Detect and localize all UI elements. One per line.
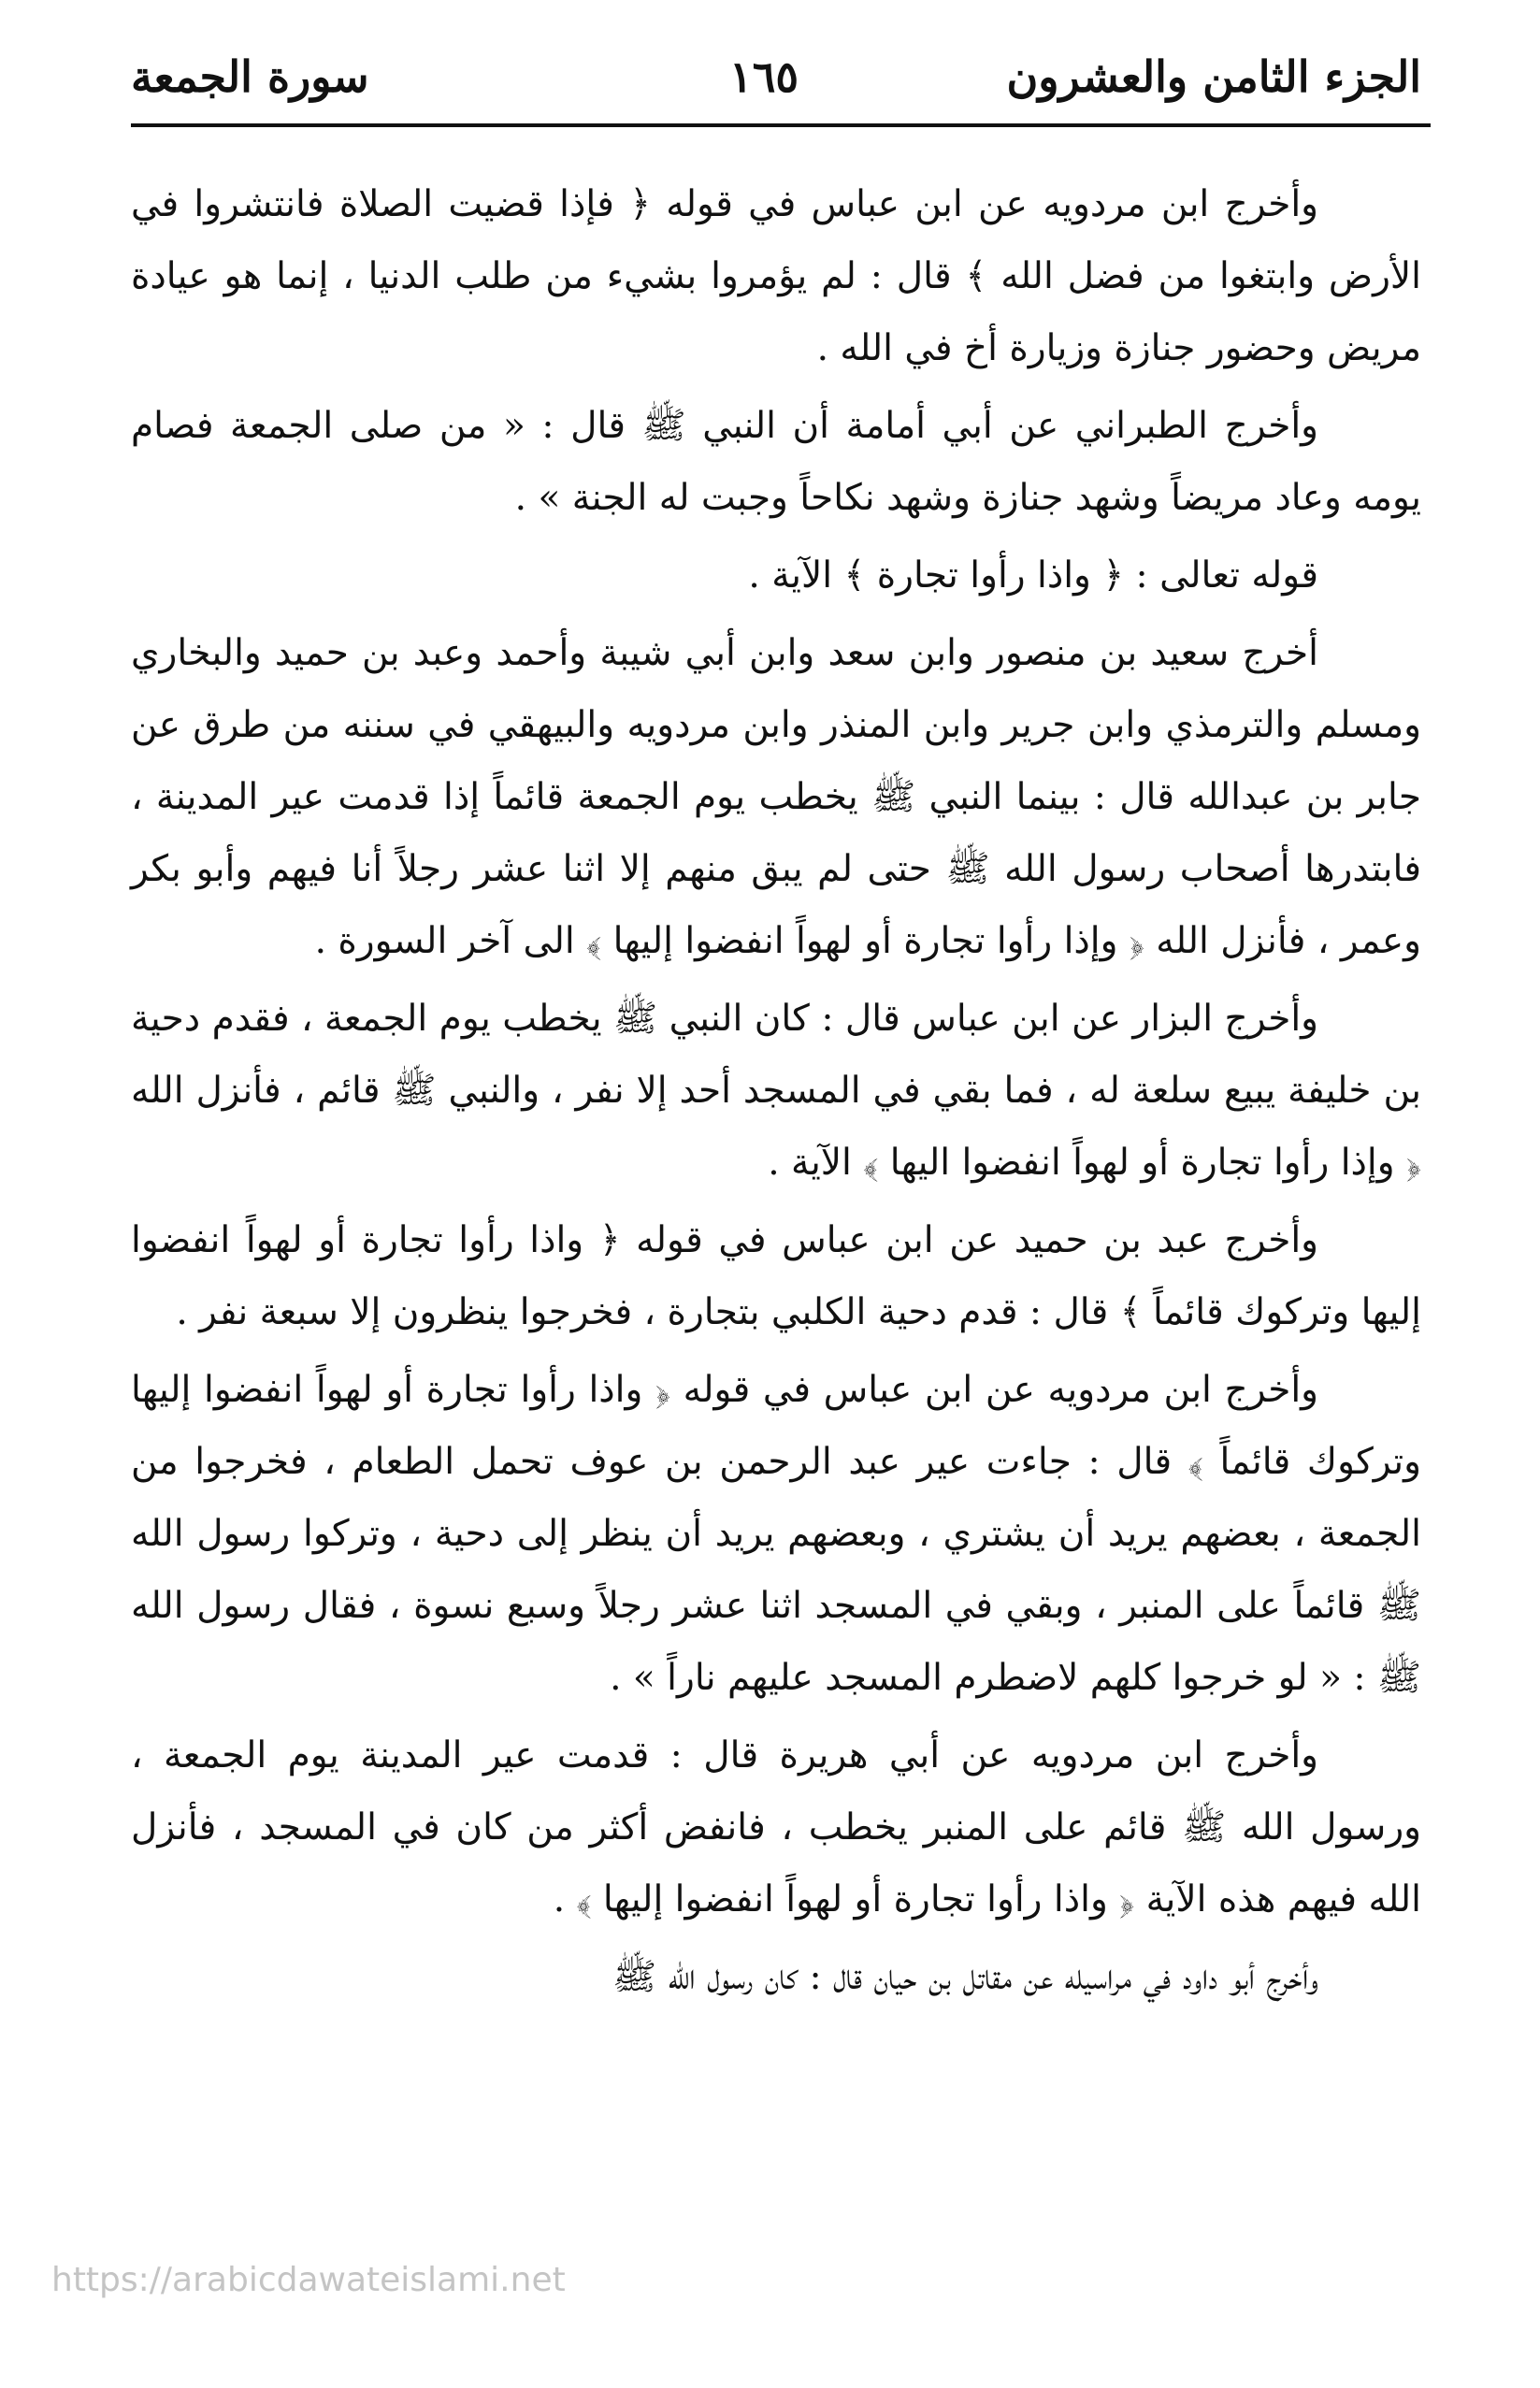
paragraph: وأخرج عبد بن حميد عن ابن عباس في قوله ﴿ واذا رأوا تجارة أو لهواً انفضوا إليها وتركوك قائماً ﴾ قال : قدم دحية الكلبي بتجارة ، فخرجوا ينظرون إلا سبعة نفر . — [131, 1219, 1421, 1333]
paragraph: قوله تعالى : ﴿ واذا رأوا تجارة ﴾ الآية . — [748, 554, 1318, 597]
part-title: الجزء الثامن والعشرون — [1006, 51, 1421, 102]
paragraph: وأخرج البزار عن ابن عباس قال : كان النبي ﷺ يخطب يوم الجمعة ، فقدم دحية بن خليفة يبيع سلعة له ، فما بقي في المسجد أحد إلا نفر ، والنبي ﷺ قائم ، فأنزل الله ﴿ وإذا رأوا تجارة أو لهواً انفضوا اليها ﴾ الآية . — [131, 998, 1421, 1184]
page-body — [131, 168, 1421, 2019]
paragraph: وأخرج ابن مردويه عن أبي هريرة قال : قدمت عير المدينة يوم الجمعة ، ورسول الله ﷺ قائم على المنبر يخطب ، فانفض أكثر من كان في المسجد ، فأنزل الله فيهم هذه الآية ﴿ واذا رأوا تجارة أو لهواً انفضوا إليها ﴾ . — [131, 1734, 1421, 1920]
paragraph: وأخرج الطبراني عن أبي أمامة أن النبي ﷺ قال : « من صلى الجمعة فصام يومه وعاد مريضاً وشهد جنازة وشهد نكاحاً وجبت له الجنة » . — [131, 405, 1421, 519]
header-divider — [131, 123, 1431, 127]
page-number: ١٦٥ — [729, 51, 799, 102]
surah-title: سورة الجمعة — [131, 51, 369, 102]
paragraph: وأخرج ابن مردويه عن ابن عباس في قوله ﴿ فإذا قضيت الصلاة فانتشروا في الأرض وابتغوا من فضل الله ﴾ قال : لم يؤمروا بشيء من طلب الدنيا ، إنما هو عيادة مريض وحضور جنازة وزيارة أخ في الله . — [131, 183, 1421, 369]
watermark-url: https://arabicdawateislami.net — [51, 2261, 566, 2299]
paragraph: وأخرج أبو داود في مراسيله عن مقاتل بن حيان قال : كان رسول الله ﷺ — [612, 1956, 1318, 1998]
running-header — [131, 39, 1421, 114]
paragraph: أخرج سعيد بن منصور وابن سعد وابن أبي شيبة وأحمد وعبد بن حميد والبخاري ومسلم والترمذي وابن جرير وابن المنذر وابن مردويه والبيهقي في سننه من طرق عن جابر بن عبدالله قال : بينما النبي ﷺ يخطب يوم الجمعة قائماً إذا قدمت عير المدينة ، فابتدرها أصحاب رسول الله ﷺ حتى لم يبق منهم إلا اثنا عشر رجلاً أنا فيهم وأبو بكر وعمر ، فأنزل الله ﴿ وإذا رأوا تجارة أو لهواً انفضوا إليها ﴾ الى آخر السورة . — [131, 632, 1421, 962]
paragraph: وأخرج ابن مردويه عن ابن عباس في قوله ﴿ واذا رأوا تجارة أو لهواً انفضوا إليها وتركوك قائماً ﴾ قال : جاءت عير عبد الرحمن بن عوف تحمل الطعام ، فخرجوا من الجمعة ، بعضهم يريد أن يشتري ، وبعضهم يريد أن ينظر إلى دحية ، وتركوا رسول الله ﷺ قائماً على المنبر ، وبقي في المسجد اثنا عشر رجلاً وسبع نسوة ، فقال رسول الله ﷺ : « لو خرجوا كلهم لاضطرم المسجد عليهم ناراً » . — [131, 1369, 1421, 1699]
